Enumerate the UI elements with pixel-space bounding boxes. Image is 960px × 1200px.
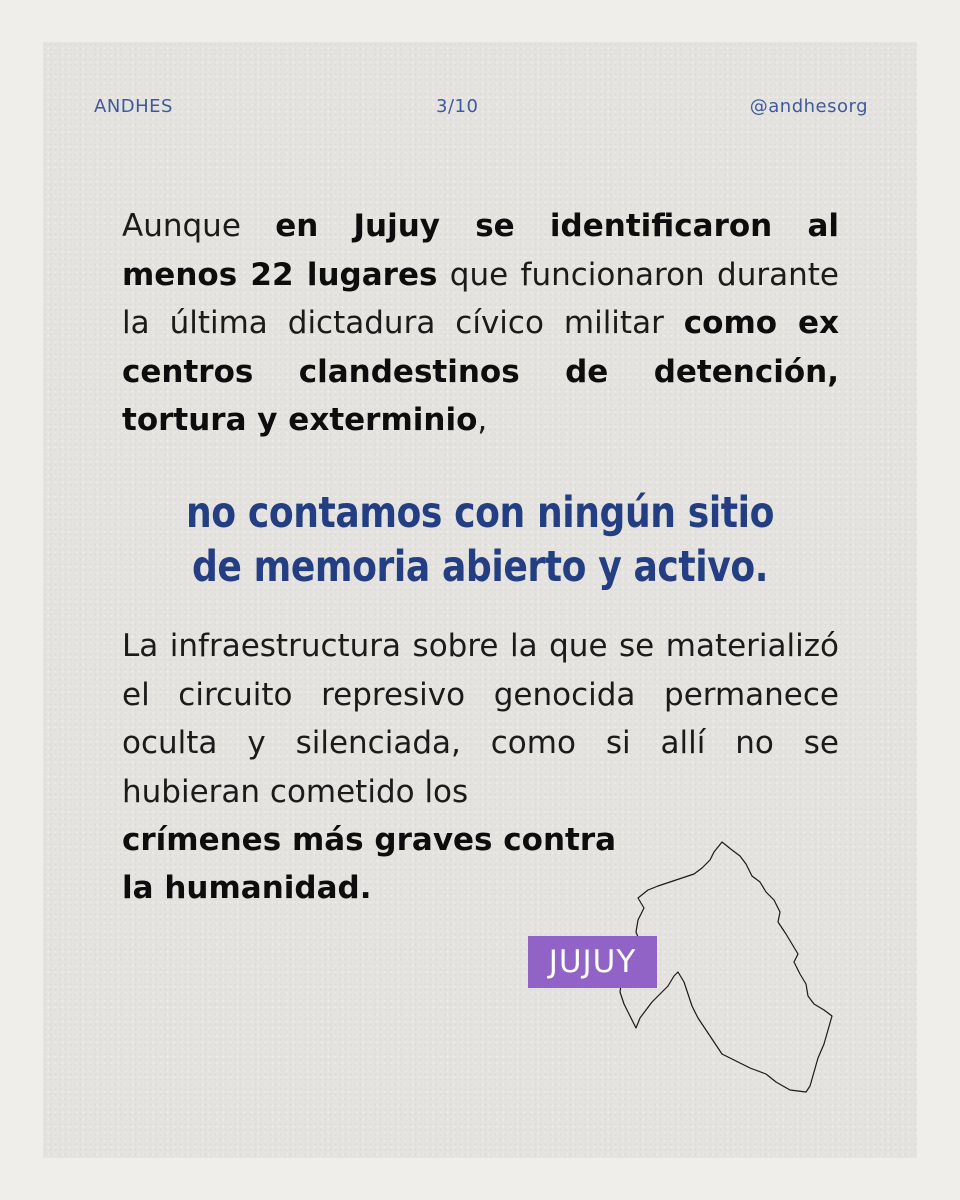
intro-paragraph xyxy=(122,202,839,445)
brand-label: ANDHES xyxy=(94,96,173,117)
intro-text-a: Aunque xyxy=(122,208,276,244)
body-paragraph: La infraestructura sobre la que se materializó el circuito represivo genocida permanece oculta y silenciada, como si allí no se hubieran cometido los xyxy=(122,628,839,810)
intro-bold-places: en Jujuy se identificaron al menos 22 lugares xyxy=(122,208,839,293)
intro-bold-centers: como ex centros clandestinos de detención, tortura y exterminio xyxy=(122,305,839,438)
social-handle: @andhesorg xyxy=(749,96,868,117)
headline-line-1: no contamos con ningún sitio xyxy=(186,488,774,538)
intro-text-e: , xyxy=(477,402,488,438)
headline xyxy=(169,486,791,594)
closing-line-1: crímenes más graves contra xyxy=(122,822,617,858)
page-indicator: 3/10 xyxy=(436,96,479,117)
intro-text-c: que funcionaron durante la última dictadura cívico militar xyxy=(122,256,839,341)
headline-line-2: de memoria abierto y activo. xyxy=(191,542,769,592)
closing-bold xyxy=(122,816,616,912)
closing-line-2: la humanidad. xyxy=(122,870,372,906)
province-label-badge: JUJUY xyxy=(528,936,657,988)
